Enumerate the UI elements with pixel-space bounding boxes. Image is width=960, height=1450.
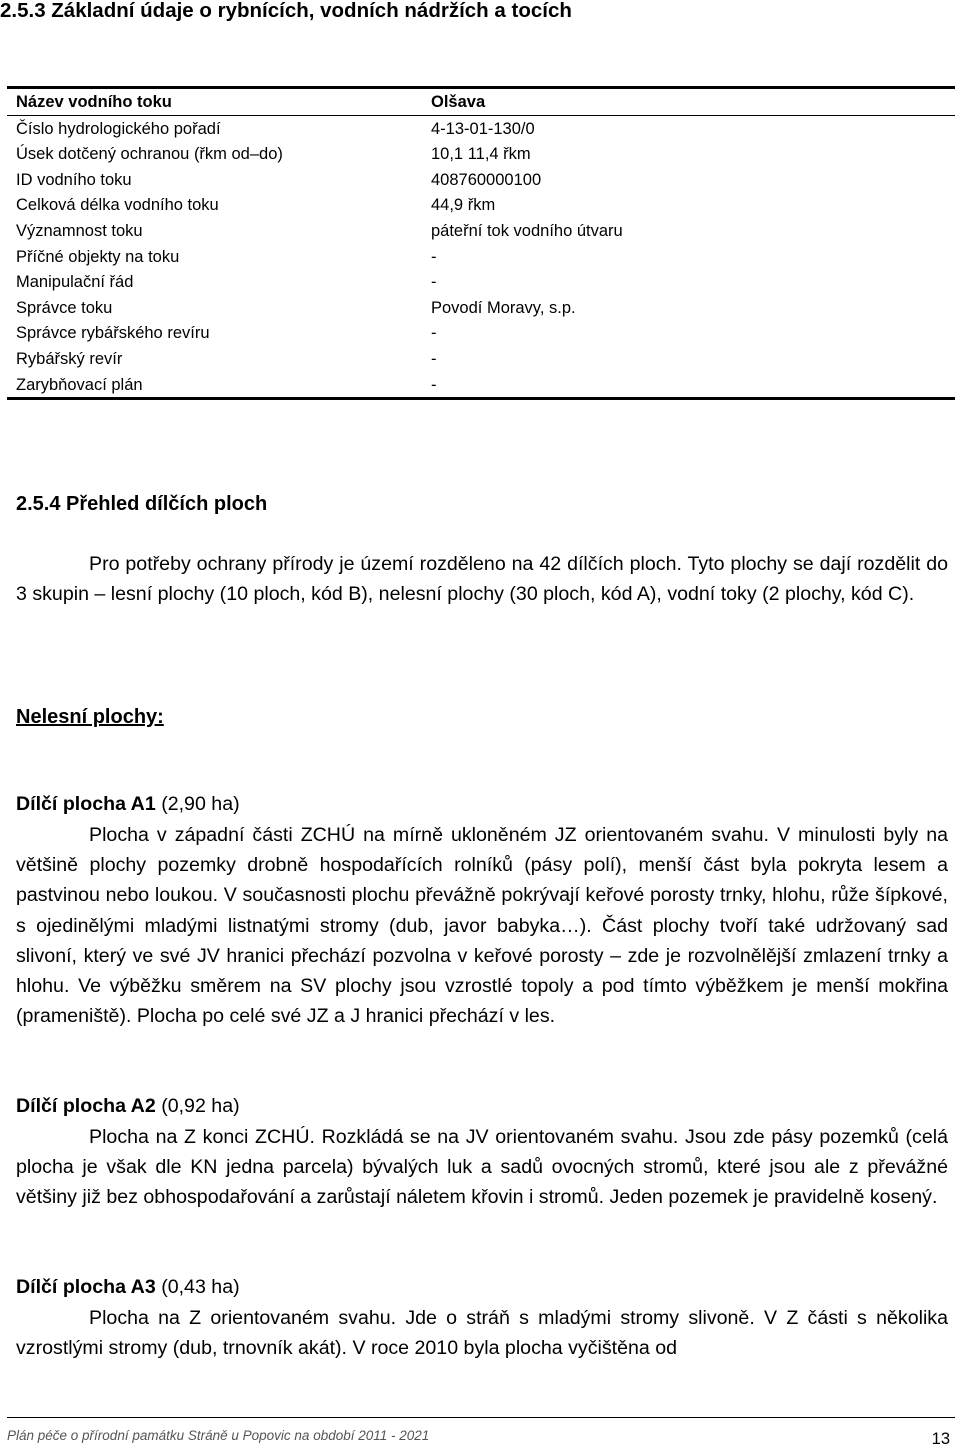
plot-title — [16, 1092, 240, 1120]
plot-title — [16, 1273, 240, 1301]
table-row — [7, 116, 955, 142]
table-row — [7, 141, 955, 167]
row-label: Správce toku — [16, 298, 113, 317]
table-row — [7, 167, 955, 193]
plot-code: Dílčí plocha A2 — [16, 1095, 156, 1117]
row-label: Úsek dotčený ochranou (řkm od–do) — [16, 145, 283, 164]
plot-description: Plocha na Z konci ZCHÚ. Rozkládá se na JV orientovaném svahu. Jsou zde pásy pozemků (celá plocha je však dle KN jedna parcela) bývalých luk a sadů ovocných stromů, které jsou ale z převážné většiny již bez obhospodařování a zarůstají náletem křovin i stromů. Jeden pozemek je pravidelně kosený. — [16, 1126, 948, 1209]
subsection-heading: 2.5.4 Přehled dílčích ploch — [16, 493, 268, 515]
page-number: 13 — [931, 1430, 950, 1448]
plot-area: (0,92 ha) — [161, 1095, 240, 1117]
group-heading: Nelesní plochy: — [16, 706, 164, 728]
table-header-label: Název vodního toku — [16, 93, 172, 111]
intro-paragraph: Pro potřeby ochrany přírody je území rozděleno na 42 dílčích ploch. Tyto plochy se dají rozdělit do 3 skupin – lesní plochy (10 ploch, kód B), nelesní plochy (30 ploch, kód A), vodní toky (2 plochy, kód C). — [16, 553, 948, 606]
row-label: Významnost toku — [16, 221, 143, 240]
row-label: Správce rybářského revíru — [16, 324, 210, 343]
row-value: - — [431, 375, 437, 394]
row-value: 408760000100 — [431, 170, 542, 189]
row-label: ID vodního toku — [16, 170, 132, 189]
table-row — [7, 192, 955, 218]
footer-divider — [7, 1417, 955, 1418]
table-row — [7, 218, 955, 244]
row-label: Manipulační řád — [16, 273, 134, 292]
plot-code: Dílčí plocha A1 — [16, 793, 156, 815]
table-row — [7, 320, 955, 346]
row-label: Příčné objekty na toku — [16, 247, 180, 266]
plot-description: Plocha v západní části ZCHÚ na mírně ukloněném JZ orientovaném svahu. V minulosti byly na většině plochy pozemky drobně hospodařících rolníků (pásy polí), menší část byla pokryta lesem a pastvinou nebo loukou. V současnosti plochu převážně pokrývají keřové porosty trnky, hlohu, růže šípkové, s ojedinělými mladými listnatými stromy (dub, javor babyka…). Část plochy tvoří také udržovaný sad slivoní, který ve své JV hranici přechází pozvolna v keřové porosty – zde je rozvolnělější zmlazení trnky a hlohu. Ve výběžku směrem na SV plochy jsou vzrostlé topoly a pod tímto výběžkem je menší mokřina (prameniště). Plocha po celé své JZ a J hranici přechází v les. — [16, 824, 948, 1028]
table-header-row — [7, 89, 955, 116]
plot-area: (0,43 ha) — [161, 1276, 240, 1298]
row-label: Rybářský revír — [16, 349, 123, 368]
plot-title — [16, 790, 240, 818]
row-label: Zarybňovací plán — [16, 375, 143, 394]
row-value: 44,9 řkm — [431, 196, 496, 215]
watercourse-info-table — [7, 86, 955, 400]
row-value: Povodí Moravy, s.p. — [431, 298, 576, 317]
row-value: 10,1 11,4 řkm — [431, 145, 531, 164]
footer-text: Plán péče o přírodní památku Stráně u Popovic na období 2011 - 2021 — [7, 1428, 430, 1443]
table-row — [7, 295, 955, 321]
table-row — [7, 372, 955, 398]
table-row — [7, 346, 955, 372]
table-row — [7, 244, 955, 270]
row-value: - — [431, 273, 437, 292]
row-value: - — [431, 324, 437, 343]
plot-code: Dílčí plocha A3 — [16, 1276, 156, 1298]
row-value: 4-13-01-130/0 — [431, 119, 535, 138]
plot-description: Plocha na Z orientovaném svahu. Jde o stráň s mladými stromy slivoně. V Z části s několika vzrostlými stromy (dub, trnovník akát). V roce 2010 byla plocha vyčištěna od — [16, 1307, 948, 1360]
section-heading: 2.5.3 Základní údaje o rybnících, vodních nádržích a tocích — [0, 0, 572, 22]
row-value: páteřní tok vodního útvaru — [431, 221, 623, 240]
table-row — [7, 269, 955, 295]
plot-area: (2,90 ha) — [161, 793, 240, 815]
row-value: - — [431, 247, 437, 266]
row-value: - — [431, 349, 437, 368]
row-label: Číslo hydrologického pořadí — [16, 119, 221, 138]
row-label: Celková délka vodního toku — [16, 196, 219, 215]
table-header-value: Olšava — [431, 93, 486, 111]
